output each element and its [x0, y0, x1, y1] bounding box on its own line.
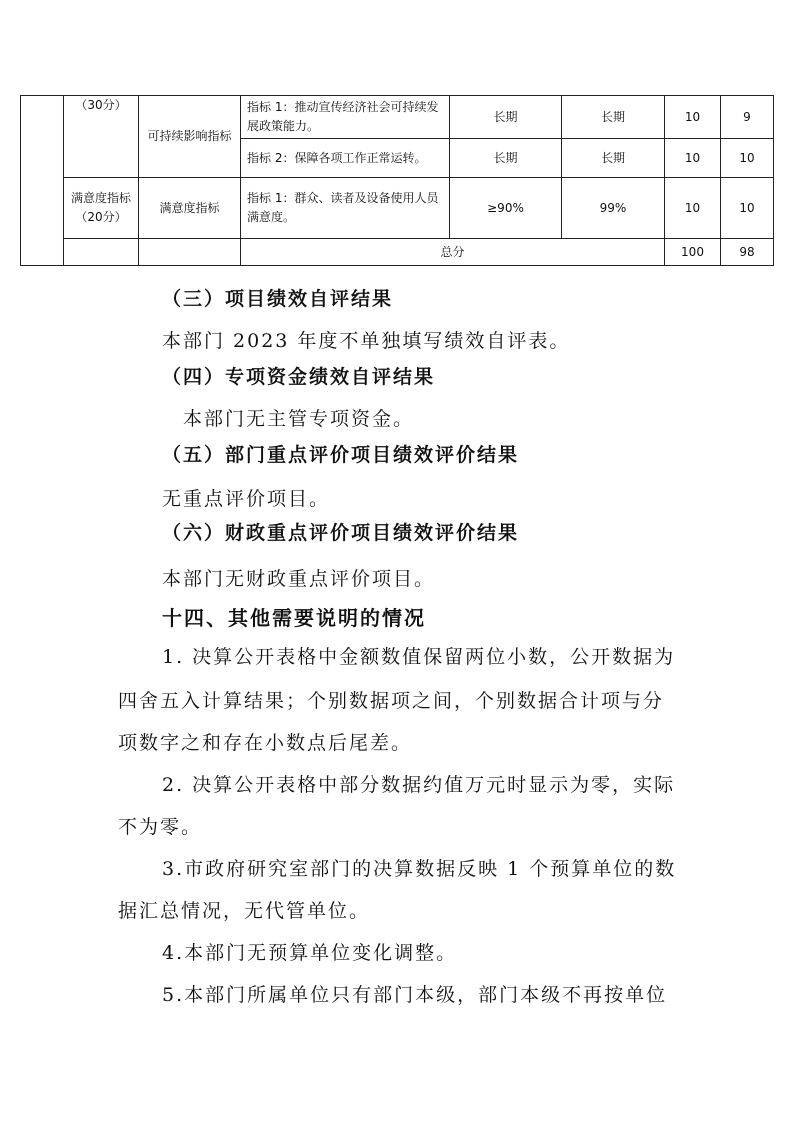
paragraph: 无重点评价项目。: [162, 488, 331, 510]
heading-special-fund-self-eval: （四）专项资金绩效自评结果: [162, 366, 436, 388]
indicator-cell: 指标 1：推动宣传经济社会可持续发展政策能力。: [241, 96, 450, 139]
weight-cell: 10: [665, 178, 721, 239]
heading-project-self-eval: （三）项目绩效自评结果: [162, 288, 394, 310]
total-score-cell: 98: [721, 239, 774, 266]
empty-cell: [139, 239, 241, 266]
paragraph-line: 3.市政府研究室部门的决算数据反映 1 个预算单位的数: [162, 858, 677, 880]
group-label-cell: （30分）: [64, 96, 139, 178]
paragraph-line: 5.本部门所属单位只有部门本级，部门本级不再按单位: [162, 984, 668, 1006]
outer-category-cell: [21, 96, 64, 266]
actual-cell: 99%: [562, 178, 665, 239]
paragraph-line: 4.本部门无预算单位变化调整。: [162, 942, 458, 964]
section-title: 十四、其他需要说明的情况: [162, 606, 426, 630]
total-row: [21, 239, 774, 266]
performance-table: [20, 95, 774, 266]
weight-cell: 10: [665, 96, 721, 139]
paragraph-line: 项数字之和存在小数点后尾差。: [118, 732, 413, 754]
paragraph-line: 不为零。: [118, 816, 203, 838]
group-label-cell: 满意度指标（20分）: [64, 178, 139, 239]
weight-cell: 10: [665, 139, 721, 178]
heading-finance-key-eval: （六）财政重点评价项目绩效评价结果: [162, 522, 520, 544]
heading-dept-key-eval: （五）部门重点评价项目绩效评价结果: [162, 444, 520, 466]
paragraph-line: 2. 决算公开表格中部分数据约值万元时显示为零，实际: [162, 774, 676, 796]
paragraph: 本部门无主管专项资金。: [183, 408, 415, 430]
total-label-cell: 总分: [241, 239, 665, 266]
total-weight-cell: 100: [665, 239, 721, 266]
score-cell: 10: [721, 139, 774, 178]
paragraph-line: 据汇总情况，无代管单位。: [118, 900, 371, 922]
indicator-cell: 指标 1：群众、读者及设备使用人员满意度。: [241, 178, 450, 239]
target-cell: ≥90%: [450, 178, 562, 239]
paragraph-line: 四舍五入计算结果；个别数据项之间，个别数据合计项与分: [118, 690, 665, 712]
score-cell: 10: [721, 178, 774, 239]
sub-indicator-cell: 满意度指标: [139, 178, 241, 239]
sub-indicator-cell: 可持续影响指标: [139, 96, 241, 178]
table-row: [21, 96, 774, 139]
target-cell: 长期: [450, 139, 562, 178]
table-row: [21, 178, 774, 239]
paragraph: 本部门 2023 年度不单独填写绩效自评表。: [162, 330, 571, 352]
actual-cell: 长期: [562, 139, 665, 178]
actual-cell: 长期: [562, 96, 665, 139]
paragraph-line: 1. 决算公开表格中金额数值保留两位小数，公开数据为: [162, 646, 676, 668]
paragraph: 本部门无财政重点评价项目。: [162, 568, 436, 590]
empty-cell: [64, 239, 139, 266]
target-cell: 长期: [450, 96, 562, 139]
score-cell: 9: [721, 96, 774, 139]
indicator-cell: 指标 2：保障各项工作正常运转。: [241, 139, 450, 178]
